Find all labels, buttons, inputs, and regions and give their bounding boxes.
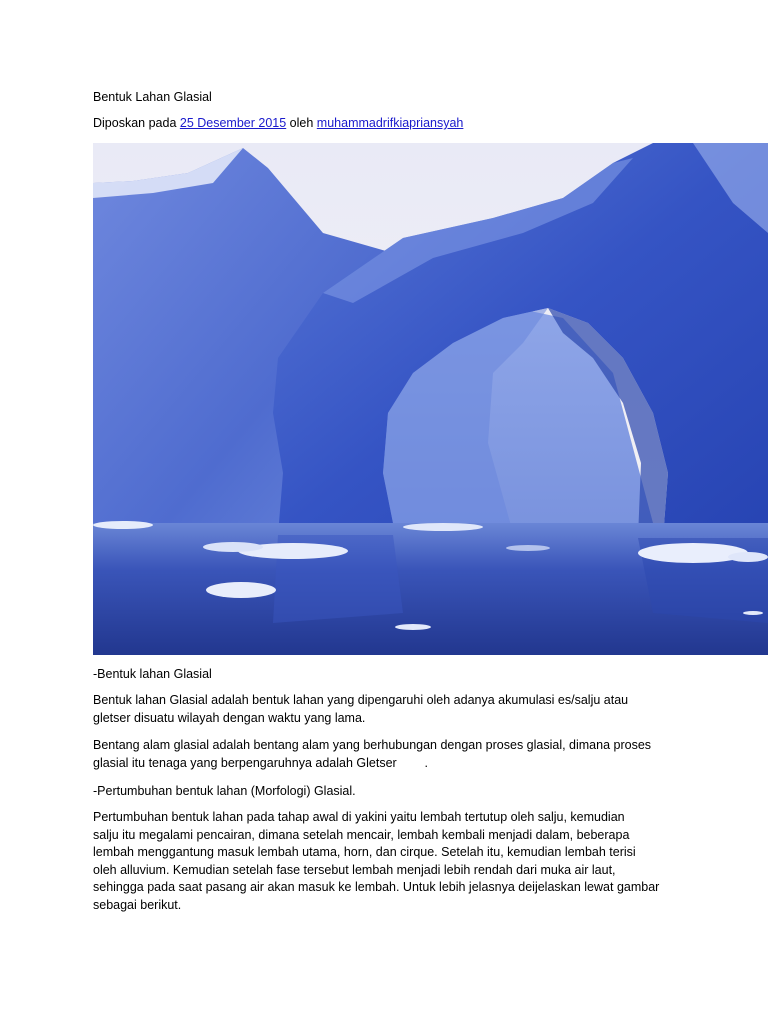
paragraph-1 <box>93 692 683 727</box>
paragraph-1-line: Bentuk lahan Glasial adalah bentuk lahan yang dipengaruhi oleh adanya akumulasi es/salju atau <box>93 693 629 707</box>
paragraph-3-line: oleh alluvium. Kemudian setelah fase tersebut lembah menjadi lebih rendah dari muka air laut, <box>93 862 616 877</box>
paragraph-3-line: lembah menggantung masuk lembah utama, horn, dan cirque. Setelah itu, kemudian lembah terisi <box>93 845 636 859</box>
paragraph-3-line: salju itu megalami pencairan, dimana setelah mencair, lembah kembali menjadi dalam, beberapa <box>93 827 630 842</box>
paragraph-3-line: sehingga pada saat pasang air akan masuk ke lembah. Untuk lebih jelasnya deijelaskan lewat gambar <box>93 880 660 894</box>
paragraph-2-line: Bentang alam glasial adalah bentang alam yang berhubungan dengan proses glasial, dimana proses <box>93 738 652 752</box>
author-link[interactable]: muhammadrifkiapriansyah <box>316 116 464 130</box>
paragraph-3-line: sebagai berikut. <box>93 897 182 912</box>
posted-by-word: oleh <box>286 116 317 130</box>
paragraph-2-line: glasial itu tenaga yang berpengaruhnya adalah Gletser . <box>93 755 428 770</box>
subheading: -Pertumbuhan bentuk lahan (Morfologi) Glasial. <box>93 784 356 798</box>
paragraph-1-line: gletser disuatu wilayah dengan waktu yang lama. <box>93 710 366 725</box>
posted-date-link[interactable]: 25 Desember 2015 <box>179 116 287 130</box>
section-heading: -Bentuk lahan Glasial <box>93 667 212 681</box>
paragraph-2 <box>93 737 683 772</box>
post-meta <box>93 114 463 132</box>
posted-prefix: Diposkan pada <box>93 116 180 130</box>
document-title: Bentuk Lahan Glasial <box>93 90 212 104</box>
paragraph-3 <box>93 809 683 914</box>
paragraph-3-line: Pertumbuhan bentuk lahan pada tahap awal di yakini yaitu lembah tertutup oleh salju, kemudian <box>93 810 625 824</box>
iceberg-arch-photo <box>93 143 768 655</box>
